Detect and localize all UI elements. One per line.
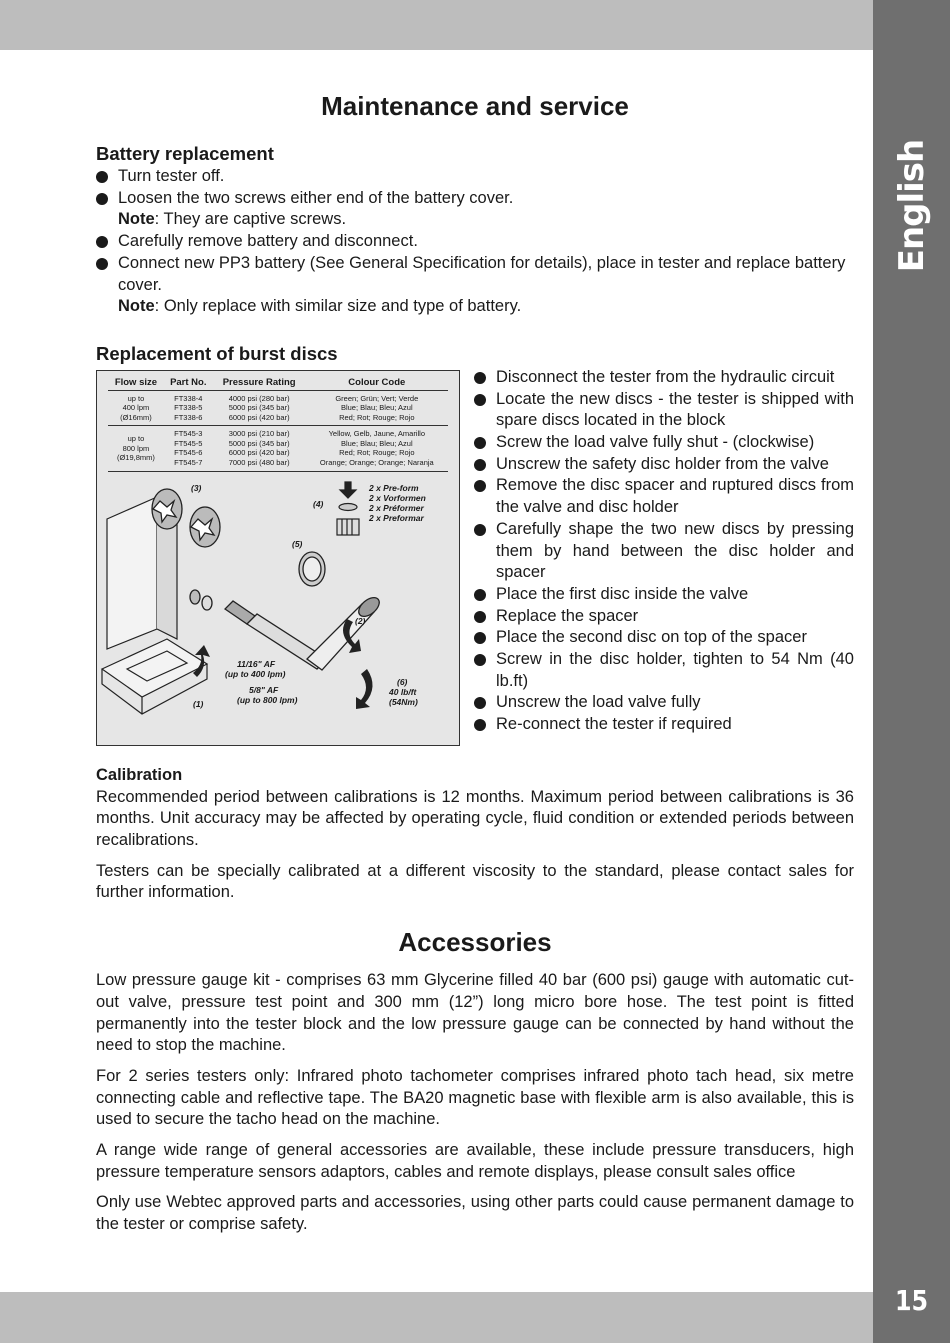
disc-holder-drawing	[152, 489, 383, 670]
cell: Red; Rot; Rouge; Rojo	[339, 412, 415, 422]
cell: FT338-6	[174, 412, 203, 422]
accessories-text: Low pressure gauge kit - comprises 63 mm Glycerine filled 40 bar (600 psi) gauge with automatic cut-out valve, pressure test point and 300 mm (12”) long micro bore hose. The test point is fitted permanently into the tester block and the low pressure gauge can be connected by hand without the need to stop the machine.	[96, 971, 854, 1055]
header-band	[0, 0, 873, 50]
af1-label: 11/16" AF	[237, 658, 276, 669]
cell: FT545-5	[174, 438, 203, 448]
preform-label: 2 x Vorformen	[369, 492, 426, 503]
list-item: Screw the load valve fully shut - (clockwise)	[474, 432, 854, 454]
cell: (Ø19,8mm)	[116, 453, 155, 463]
language-label: English	[891, 139, 932, 273]
page-number: 15	[894, 1284, 929, 1317]
maintenance-title: Maintenance and service	[321, 91, 629, 121]
label-5: (5)	[292, 538, 303, 549]
col-header: Flow size	[108, 375, 164, 390]
list-item: Replace the spacer	[474, 606, 854, 628]
footer-band	[0, 1292, 873, 1343]
cell: FT545-7	[174, 458, 203, 468]
preform-label: 2 x Preformar	[369, 512, 424, 523]
list-item: Place the second disc on top of the spacer	[474, 627, 854, 649]
accessories-text: Only use Webtec approved parts and accessories, using other parts could cause permanent damage to the tester or comprise safety.	[96, 1193, 854, 1234]
cell: (Ø16mm)	[120, 412, 152, 422]
torque-label: 40 lb/ft	[389, 686, 417, 697]
list-item: Turn tester off.	[96, 166, 854, 188]
list-item: Remove the disc spacer and ruptured discs from the valve and disc holder	[474, 475, 854, 518]
cell: Red; Rot; Rouge; Rojo	[339, 448, 415, 458]
battery-list-cont	[96, 231, 854, 296]
list-item: Connect new PP3 battery (See General Specification for details), place in tester and replace battery cover.	[96, 253, 854, 296]
label-4: (4)	[313, 498, 324, 509]
table-row	[108, 390, 448, 426]
battery-list	[96, 166, 854, 209]
battery-note-2	[96, 296, 854, 318]
label-3: (3)	[191, 482, 202, 493]
torque-sub-label: (54Nm)	[389, 696, 418, 707]
burst-disc-figure	[96, 370, 460, 746]
burst-heading: Replacement of burst discs	[96, 342, 338, 364]
col-header: Colour Code	[306, 375, 448, 390]
list-item: Place the first disc inside the valve	[474, 584, 854, 606]
cell: Blue; Blau; Bleu; Azul	[340, 403, 413, 413]
list-item: Carefully remove battery and disconnect.	[96, 231, 854, 253]
note-label: Note	[118, 210, 155, 229]
language-tab	[873, 139, 950, 273]
cell: 800 lpm	[122, 443, 150, 453]
col-header: Pressure Rating	[213, 375, 306, 390]
cell: Yellow, Gelb, Jaune, Amarillo	[328, 429, 426, 439]
page-content	[96, 88, 854, 1236]
list-item: Carefully shape the two new discs by pressing them by hand between the disc holder and spacer	[474, 519, 854, 584]
cell: 6000 psi (420 bar)	[228, 448, 290, 458]
burst-steps-list	[474, 367, 854, 746]
cell: 3000 psi (210 bar)	[228, 429, 290, 439]
calibration-text: Recommended period between calibrations is 12 months. Maximum period between calibrations is 36 months. Unit accuracy may be affected by operating cycle, fluid condition or extended periods between recalibrations.	[96, 787, 854, 850]
cell: up to	[127, 434, 145, 444]
cell: FT545-3	[174, 429, 203, 439]
cell: 7000 psi (480 bar)	[228, 458, 290, 468]
cell: FT545-6	[174, 448, 203, 458]
accessories-title: Accessories	[398, 927, 552, 958]
accessories-text: For 2 series testers only: Infrared photo tachometer comprises infrared photo tach head, six metre connecting cable and reflective tape. The BA20 magnetic base with flexible arm is also available, this is used to secure the tacho head on the machine.	[96, 1066, 854, 1129]
accessories-text: A range wide range of general accessories are available, these include pressure transducers, high pressure temperature sensors adaptors, cables and remote displays, please consult sales office	[96, 1141, 854, 1181]
table-row	[108, 426, 448, 471]
cell: 5000 psi (345 bar)	[228, 438, 290, 448]
cell: Orange; Orange; Orange; Naranja	[319, 458, 434, 468]
cell: FT338-5	[174, 403, 203, 413]
cell: Blue; Blau; Bleu; Azul	[340, 438, 413, 448]
cell: 5000 psi (345 bar)	[228, 403, 290, 413]
label-1: (1)	[193, 698, 204, 709]
preform-icon	[337, 482, 359, 535]
list-item: Locate the new discs - the tester is shipped with spare discs located in the block	[474, 389, 854, 432]
cell: FT338-4	[174, 393, 203, 403]
preform-label: 2 x Pre-form	[369, 482, 419, 493]
label-6: (6)	[397, 676, 408, 687]
af2-label: 5/8" AF	[249, 684, 279, 695]
cell: up to	[127, 393, 145, 403]
cell: Green; Grün; Vert; Verde	[335, 393, 419, 403]
af2-sub-label: (up to 800 lpm)	[237, 694, 298, 705]
note-label: Note	[118, 297, 155, 316]
list-item: Unscrew the load valve fully	[474, 692, 854, 714]
label-2: (2)	[355, 615, 366, 626]
list-item: Unscrew the safety disc holder from the valve	[474, 454, 854, 476]
cell: 4000 psi (280 bar)	[228, 393, 290, 403]
list-item: Disconnect the tester from the hydraulic circuit	[474, 367, 854, 389]
calibration-heading: Calibration	[96, 765, 183, 784]
note-text: : They are captive screws.	[154, 210, 347, 229]
col-header: Part No.	[164, 375, 213, 390]
burst-section	[96, 367, 854, 746]
battery-heading: Battery replacement	[96, 143, 274, 164]
burst-disc-table	[108, 375, 448, 472]
battery-note-1	[96, 209, 854, 231]
list-item: Re-connect the tester if required	[474, 714, 854, 736]
cell: 6000 psi (420 bar)	[228, 412, 290, 422]
af1-sub-label: (up to 400 lpm)	[225, 668, 286, 679]
calibration-text: Testers can be specially calibrated at a different viscosity to the standard, please contact sales for further information.	[96, 861, 854, 902]
cell: 400 lpm	[122, 403, 150, 413]
preform-label: 2 x Préformer	[369, 502, 424, 513]
exploded-view-drawing	[97, 479, 458, 745]
list-item: Loosen the two screws either end of the battery cover.	[96, 188, 854, 210]
note-text: : Only replace with similar size and type of battery.	[154, 297, 522, 316]
list-item: Screw in the disc holder, tighten to 54 Nm (40 lb.ft)	[474, 649, 854, 692]
